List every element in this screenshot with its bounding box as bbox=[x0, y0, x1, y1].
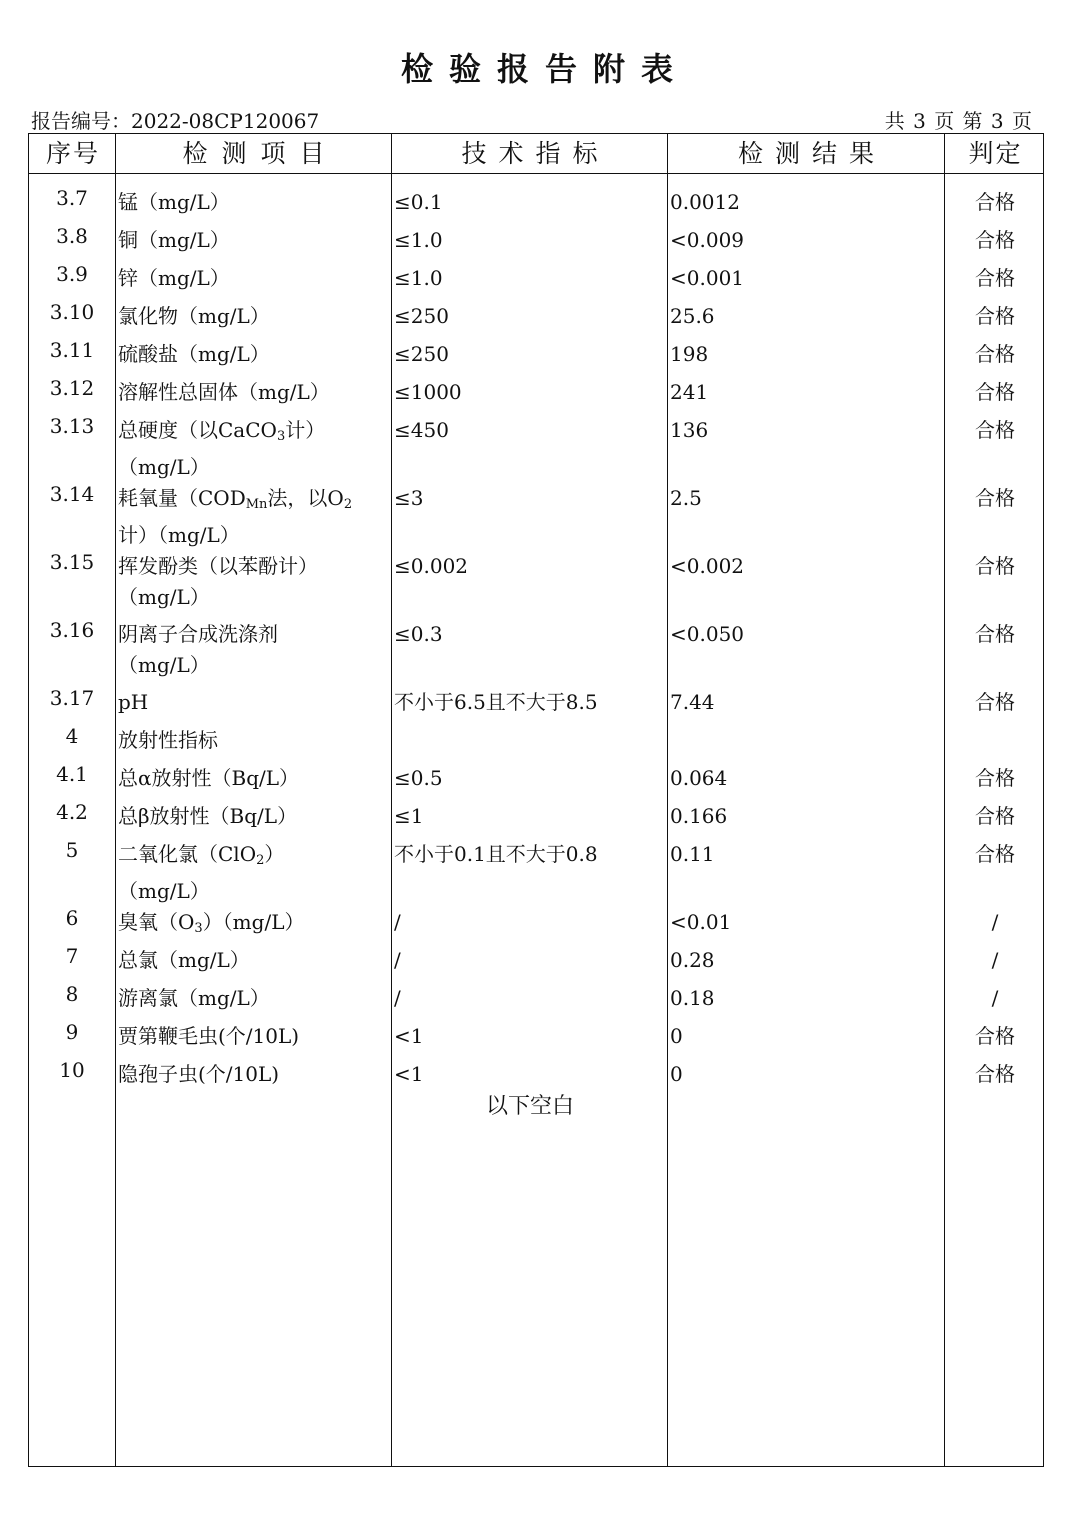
row-seq: 3.15 bbox=[49, 550, 95, 574]
row-result: <0.002 bbox=[670, 554, 745, 578]
row-standard: ≤1 bbox=[394, 804, 424, 828]
row-standard: <1 bbox=[394, 1062, 424, 1086]
row-standard: ≤450 bbox=[394, 418, 449, 442]
row-item: 放射性指标 bbox=[118, 728, 218, 752]
row-result: 0.11 bbox=[670, 842, 715, 866]
row-result: 7.44 bbox=[670, 690, 715, 714]
row-result: 0 bbox=[670, 1062, 683, 1086]
row-judgement: 合格 bbox=[975, 804, 1015, 828]
row-item: 总氯（mg/L） bbox=[118, 948, 250, 972]
row-judgement: 合格 bbox=[975, 622, 1015, 646]
row-seq: 3.13 bbox=[49, 414, 95, 438]
row-result: <0.001 bbox=[670, 266, 745, 290]
row-result: 25.6 bbox=[670, 304, 715, 328]
row-standard: / bbox=[394, 986, 401, 1010]
row-judgement: / bbox=[991, 910, 999, 934]
report-number: 报告编号：2022-08CP120067 bbox=[31, 109, 320, 133]
row-judgement: 合格 bbox=[975, 766, 1015, 790]
column-divider bbox=[391, 133, 392, 1467]
row-item: 阴离子合成洗涤剂 （mg/L） bbox=[118, 622, 278, 677]
report-title: 检验报告附表 bbox=[400, 50, 689, 88]
row-standard: ≤250 bbox=[394, 342, 449, 366]
row-standard: ≤0.002 bbox=[394, 554, 469, 578]
row-standard: ≤0.1 bbox=[394, 190, 443, 214]
row-judgement: 合格 bbox=[975, 486, 1015, 510]
row-judgement: 合格 bbox=[975, 190, 1015, 214]
row-judgement: 合格 bbox=[975, 266, 1015, 290]
header-divider bbox=[28, 173, 1044, 174]
row-judgement: 合格 bbox=[975, 304, 1015, 328]
row-item: pH bbox=[118, 690, 149, 714]
row-standard: 不小于6.5且不大于8.5 bbox=[394, 690, 598, 714]
row-judgement: 合格 bbox=[975, 1062, 1015, 1086]
header-standard: 技术指标 bbox=[461, 139, 610, 168]
row-standard: ≤0.3 bbox=[394, 622, 443, 646]
row-judgement: 合格 bbox=[975, 380, 1015, 404]
row-standard: ≤3 bbox=[394, 486, 424, 510]
column-divider bbox=[944, 133, 945, 1467]
header-seq: 序号 bbox=[45, 139, 100, 168]
row-judgement: 合格 bbox=[975, 554, 1015, 578]
row-seq: 3.8 bbox=[56, 224, 88, 248]
row-result: <0.009 bbox=[670, 228, 745, 252]
row-result: 198 bbox=[670, 342, 709, 366]
row-result: 0.064 bbox=[670, 766, 728, 790]
row-item: 二氧化氯（ClO$_2$） （mg/L） bbox=[118, 842, 285, 903]
row-seq: 5 bbox=[65, 838, 79, 862]
row-judgement: 合格 bbox=[975, 342, 1015, 366]
row-result: 0 bbox=[670, 1024, 683, 1048]
row-seq: 4.1 bbox=[56, 762, 88, 786]
row-seq: 3.10 bbox=[49, 300, 95, 324]
row-seq: 3.9 bbox=[56, 262, 88, 286]
row-standard: <1 bbox=[394, 1024, 424, 1048]
row-result: 0.0012 bbox=[670, 190, 740, 214]
row-judgement: 合格 bbox=[975, 228, 1015, 252]
blank-below-note: 以下空白 bbox=[485, 1094, 574, 1119]
row-seq: 4 bbox=[65, 724, 79, 748]
row-judgement: 合格 bbox=[975, 418, 1015, 442]
row-item: 铜（mg/L） bbox=[118, 228, 230, 252]
table-frame bbox=[28, 133, 1044, 1467]
row-judgement: 合格 bbox=[975, 1024, 1015, 1048]
row-item: 贾第鞭毛虫(个/10L) bbox=[118, 1024, 300, 1048]
row-seq: 3.11 bbox=[49, 338, 95, 362]
row-item: 臭氧$(O_3)(mg/L)$ bbox=[118, 910, 305, 936]
column-divider bbox=[115, 133, 116, 1467]
row-item: 总α放射性（Bq/L） bbox=[118, 766, 300, 790]
row-seq: 4.2 bbox=[56, 800, 88, 824]
row-item: 溶解性总固体（mg/L） bbox=[118, 380, 330, 404]
row-result: 136 bbox=[670, 418, 709, 442]
row-result: 0.28 bbox=[670, 948, 715, 972]
row-item: 硫酸盐（mg/L） bbox=[118, 342, 270, 366]
column-divider bbox=[667, 133, 668, 1467]
row-standard: ≤1.0 bbox=[394, 266, 443, 290]
row-seq: 3.12 bbox=[49, 376, 95, 400]
row-seq: 3.14 bbox=[49, 482, 95, 506]
row-item: 锰（mg/L） bbox=[118, 190, 230, 214]
row-seq: 9 bbox=[65, 1020, 79, 1044]
row-item: 游离氯（mg/L） bbox=[118, 986, 270, 1010]
row-result: <0.01 bbox=[670, 910, 732, 934]
header-item: 检测项目 bbox=[182, 139, 339, 168]
row-standard: / bbox=[394, 910, 401, 934]
row-judgement: 合格 bbox=[975, 690, 1015, 714]
row-seq: 10 bbox=[59, 1058, 85, 1082]
row-result: 2.5 bbox=[670, 486, 702, 510]
row-judgement: / bbox=[991, 948, 999, 972]
header-result: 检测结果 bbox=[737, 139, 886, 168]
row-seq: 3.16 bbox=[49, 618, 95, 642]
row-judgement: / bbox=[991, 986, 999, 1010]
row-standard: / bbox=[394, 948, 401, 972]
row-result: <0.050 bbox=[670, 622, 745, 646]
row-standard: ≤0.5 bbox=[394, 766, 443, 790]
row-seq: 8 bbox=[65, 982, 79, 1006]
header-judgement: 判定 bbox=[968, 139, 1023, 168]
row-judgement: 合格 bbox=[975, 842, 1015, 866]
row-standard: ≤1000 bbox=[394, 380, 462, 404]
row-item: 隐孢子虫(个/10L) bbox=[118, 1062, 280, 1086]
row-seq: 6 bbox=[65, 906, 79, 930]
row-result: 241 bbox=[670, 380, 709, 404]
row-standard: ≤250 bbox=[394, 304, 449, 328]
row-item: 锌（mg/L） bbox=[118, 266, 230, 290]
row-item: 挥发酚类（以苯酚计） （mg/L） bbox=[118, 554, 318, 609]
row-seq: 7 bbox=[65, 944, 79, 968]
row-seq: 3.17 bbox=[49, 686, 95, 710]
row-seq: 3.7 bbox=[56, 186, 88, 210]
row-standard: 不小于0.1且不大于0.8 bbox=[394, 842, 598, 866]
page-info: 共 3 页 第 3 页 bbox=[884, 109, 1032, 133]
row-item: 总硬度（以CaCO$_3$计） （mg/L） bbox=[118, 418, 326, 479]
row-result: 0.166 bbox=[670, 804, 728, 828]
row-item: 总β放射性（Bq/L） bbox=[118, 804, 298, 828]
row-standard: ≤1.0 bbox=[394, 228, 443, 252]
row-item: 耗氧量（$COD_{Mn}$法，以$O_2$ 计）（mg/L） bbox=[118, 486, 353, 547]
row-result: 0.18 bbox=[670, 986, 715, 1010]
row-item: 氯化物（mg/L） bbox=[118, 304, 270, 328]
